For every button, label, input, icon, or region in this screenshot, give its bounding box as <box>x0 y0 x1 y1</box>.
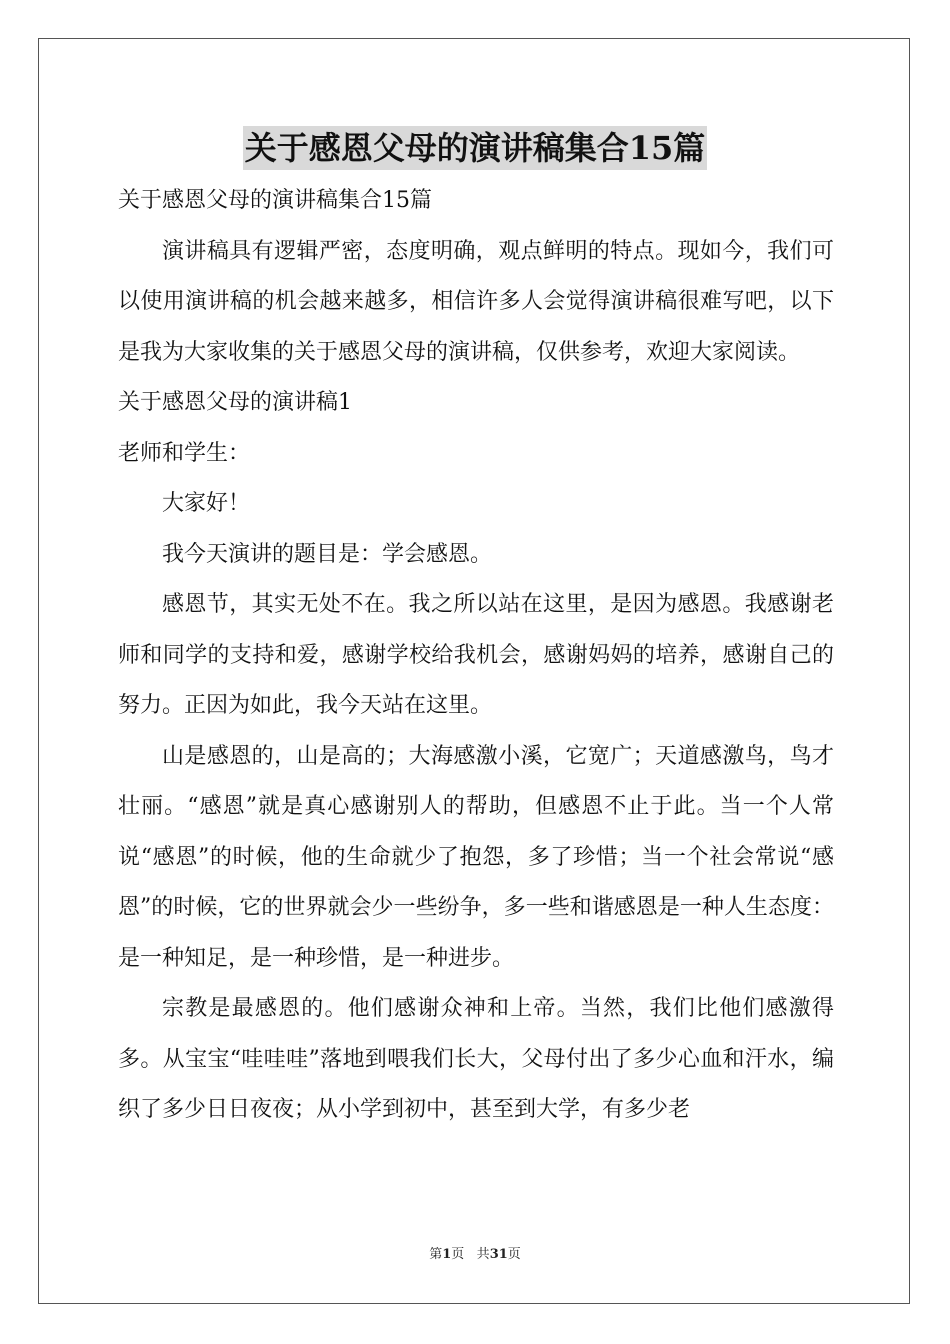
total-pages: 31 <box>489 1247 508 1262</box>
paragraph: 宗教是最感恩的。他们感谢众神和上帝。当然，我们比他们感激得多。从宝宝“哇哇哇”落地到喂我们长大，父母付出了多少心血和汗水，编织了多少日日夜夜；从小学到初中，甚至到大学，有多少老 <box>118 996 834 1122</box>
page-suffix: 页 <box>451 1247 465 1262</box>
paragraph: 关于感恩父母的演讲稿集合15篇 <box>118 188 432 213</box>
paragraph: 演讲稿具有逻辑严密，态度明确，观点鲜明的特点。现如今，我们可以使用演讲稿的机会越来越多，相信许多人会觉得演讲稿很难写吧，以下是我为大家收集的关于感恩父母的演讲稿，仅供参考，欢迎大家阅读。 <box>118 238 834 365</box>
total-prefix: 共 <box>476 1247 490 1262</box>
title-wrap <box>0 126 950 170</box>
page-prefix: 第 <box>429 1247 443 1262</box>
paragraph: 山是感恩的，山是高的；大海感激小溪，它宽广；天道感激鸟，鸟才壮丽。“感恩”就是真心感谢别人的帮助，但感恩不止于此。当一个人常说“感恩”的时候，他的生命就少了抱怨，多了珍惜；当一个社会常说“感恩”的时候，它的世界就会少一些纷争，多一些和谐感恩是一种人生态度：是一种知足，是一种珍惜，是一种进步。 <box>118 743 834 971</box>
paragraph: 我今天演讲的题目是：学会感恩。 <box>162 541 493 567</box>
document-title: 关于感恩父母的演讲稿集合15篇 <box>243 126 708 170</box>
page-number: 1 <box>442 1247 452 1262</box>
greeting: 大家好！ <box>162 491 251 516</box>
total-suffix: 页 <box>507 1247 521 1262</box>
section-heading: 关于感恩父母的演讲稿1 <box>118 390 352 415</box>
page-footer <box>0 1246 950 1264</box>
paragraph: 感恩节，其实无处不在。我之所以站在这里，是因为感恩。我感谢老师和同学的支持和爱，感谢学校给我机会，感谢妈妈的培养，感谢自己的努力。正因为如此，我今天站在这里。 <box>118 592 834 718</box>
document-body <box>118 176 834 1136</box>
salutation: 老师和学生： <box>118 440 251 466</box>
